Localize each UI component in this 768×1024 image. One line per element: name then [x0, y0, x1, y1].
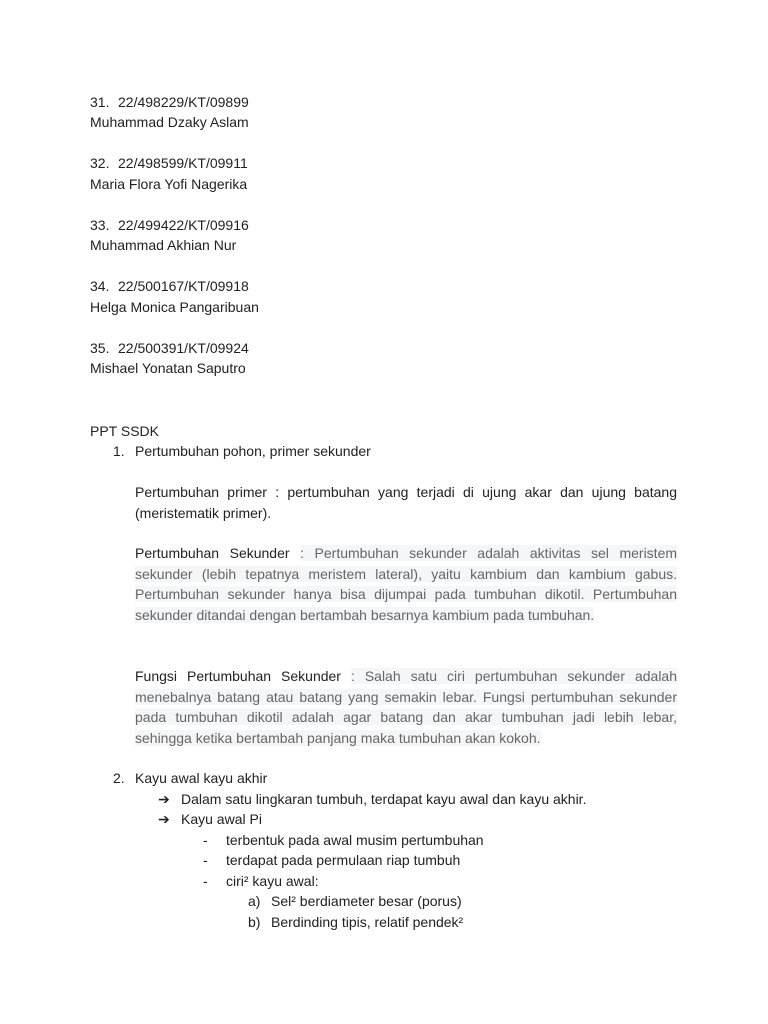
entry-id: 22/498229/KT/09899	[118, 94, 249, 110]
list-item-title: Pertumbuhan pohon, primer sekunder	[135, 443, 371, 459]
bullet-text: Dalam satu lingkaran tumbuh, terdapat kayu awal dan kayu akhir.	[181, 791, 587, 807]
entry-name: Mishael Yonatan Saputro	[90, 360, 246, 376]
dash-text: ciri² kayu awal:	[226, 873, 319, 889]
entry-name: Muhammad Akhian Nur	[90, 237, 237, 253]
sub-marker: b)	[248, 914, 261, 930]
entry-name: Muhammad Dzaky Aslam	[90, 114, 249, 130]
entry-number: 31.	[90, 94, 110, 110]
list-item-title: Kayu awal kayu akhir	[135, 770, 268, 786]
entry-number: 32.	[90, 155, 110, 171]
entry-number: 34.	[90, 278, 110, 294]
entry-id: 22/500167/KT/09918	[118, 278, 249, 294]
term-label: Pertumbuhan Sekunder	[135, 545, 290, 561]
entry-number: 33.	[90, 217, 110, 233]
sub-marker: a)	[248, 893, 261, 909]
term-definition: : Salah satu ciri pertumbuhan sekunder adalah menebalnya batang atau batang yang semakin lebar. Fungsi pertumbuhan sekunder pada tumbuhan dikotil adalah agar batang dan akar tumbuhan jadi lebih lebar, sehingga ketika bertambah panjang maka tumbuhan akan kokoh.	[135, 668, 678, 746]
term-label: Fungsi Pertumbuhan Sekunder	[135, 668, 341, 684]
arrow-icon: ➔	[158, 791, 170, 807]
arrow-icon: ➔	[158, 811, 170, 827]
entry-id: 22/500391/KT/09924	[118, 340, 249, 356]
sekunder-paragraph	[135, 543, 677, 625]
sub-text: Sel² berdiameter besar (porus)	[271, 893, 462, 909]
list-number: 2.	[113, 770, 125, 786]
fungsi-paragraph	[135, 666, 677, 748]
dash-marker: -	[203, 832, 208, 848]
list-number: 1.	[113, 443, 125, 459]
term-definition: : pertumbuhan yang terjadi di ujung akar dan ujung batang (meristematik primer).	[135, 484, 677, 521]
entry-id: 22/499422/KT/09916	[118, 217, 249, 233]
section-heading: PPT SSDK	[90, 423, 159, 439]
primer-paragraph	[135, 482, 677, 523]
entry-number: 35.	[90, 340, 110, 356]
entry-name: Maria Flora Yofi Nagerika	[90, 176, 248, 192]
dash-marker: -	[203, 852, 208, 868]
dash-text: terbentuk pada awal musim pertumbuhan	[226, 832, 484, 848]
dash-marker: -	[203, 873, 208, 889]
term-definition: : Pertumbuhan sekunder adalah aktivitas sel meristem sekunder (lebih tepatnya meristem lateral), yaitu kambium dan kambium gabus. Pertumbuhan sekunder hanya bisa dijumpai pada tumbuhan dikotil. Pertumbuhan sekunder ditandai dengan bertambah besarnya kambium pada tumbuhan.	[135, 545, 678, 623]
term-label: Pertumbuhan primer	[135, 484, 267, 500]
bullet-text: Kayu awal Pi	[181, 811, 262, 827]
entry-id: 22/498599/KT/09911	[118, 155, 248, 171]
entry-name: Helga Monica Pangaribuan	[90, 299, 259, 315]
dash-text: terdapat pada permulaan riap tumbuh	[226, 852, 461, 868]
sub-text: Berdinding tipis, relatif pendek²	[271, 914, 464, 930]
